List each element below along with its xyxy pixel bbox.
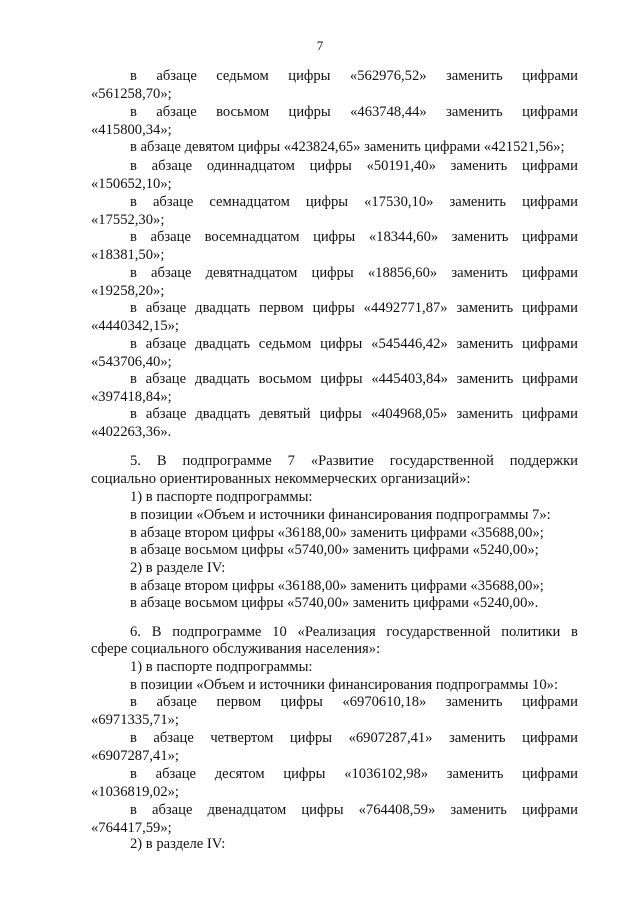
- text-line: «19258,20»;: [91, 283, 165, 299]
- word: «1036102,98»: [344, 766, 429, 782]
- text-line: [130, 335, 578, 353]
- word: 7: [287, 453, 295, 469]
- word: подпрограмме: [182, 453, 272, 469]
- word: «404968,05»: [370, 406, 448, 422]
- word: цифры: [312, 300, 355, 316]
- word: цифрами: [522, 158, 578, 174]
- word: цифры: [288, 68, 331, 84]
- word: семнадцатом: [209, 194, 290, 210]
- text-line: «1036819,02»;: [91, 784, 179, 800]
- word: «545446,42»: [371, 336, 448, 352]
- word: «764408,59»: [358, 802, 436, 818]
- word: заменить: [451, 265, 508, 281]
- text-line: в абзаце девятом цифры «423824,65» заменить цифрами «421521,56»;: [130, 139, 565, 155]
- word: цифрами: [522, 265, 578, 281]
- word: девятый: [259, 406, 311, 422]
- word: в: [130, 158, 137, 174]
- word: абзаце: [151, 802, 193, 818]
- word: цифры: [301, 802, 344, 818]
- text-line: 1) в паспорте подпрограммы:: [130, 659, 313, 675]
- text-line: «6971335,71»;: [91, 712, 179, 728]
- word: заменить: [456, 371, 514, 387]
- word: «18856,60»: [367, 265, 438, 281]
- text-line: «17552,30»;: [91, 212, 165, 228]
- text-line: «764417,59»;: [91, 820, 172, 836]
- word: цифры: [280, 694, 323, 710]
- word: «Реализация: [297, 624, 376, 640]
- word: цифры: [288, 104, 331, 120]
- text-line: в позиции «Объем и источники финансирования подпрограммы 7»:: [130, 507, 551, 523]
- word: цифрами: [522, 300, 578, 316]
- text-line: 1) в паспорте подпрограммы:: [130, 489, 313, 505]
- word: первом: [216, 694, 262, 710]
- word: цифрами: [522, 694, 578, 710]
- word: заменить: [446, 104, 503, 120]
- word: десятом: [214, 766, 265, 782]
- text-line: «18381,50»;: [91, 247, 165, 263]
- word: цифрами: [522, 229, 578, 245]
- word: в: [130, 194, 137, 210]
- word: цифры: [289, 730, 333, 746]
- word: «6970610,18»: [342, 694, 427, 710]
- word: заменить: [446, 766, 504, 782]
- word: одиннадцатом: [206, 158, 295, 174]
- word: «445403,84»: [371, 371, 448, 387]
- word: восьмом: [258, 371, 312, 387]
- word: цифрами: [522, 194, 578, 210]
- word: в: [130, 371, 137, 387]
- text-line: 2) в разделе IV:: [130, 560, 226, 576]
- word: двенадцатом: [207, 802, 287, 818]
- word: цифрами: [522, 766, 578, 782]
- word: цифры: [311, 265, 354, 281]
- text-line: «150652,10»;: [91, 176, 172, 192]
- word: цифры: [313, 229, 356, 245]
- word: восемнадцатом: [204, 229, 300, 245]
- word: в: [571, 624, 578, 640]
- word: в: [130, 229, 137, 245]
- text-line: в абзаце втором цифры «36188,00» заменить цифрами «35688,00»;: [130, 525, 544, 541]
- word: цифры: [319, 406, 362, 422]
- word: цифрами: [522, 336, 578, 352]
- word: первом: [259, 300, 304, 316]
- text-line: социально ориентированных некоммерческих организаций»:: [91, 471, 471, 487]
- word: двадцать: [195, 300, 251, 316]
- word: заменить: [456, 336, 514, 352]
- text-line: [130, 67, 578, 85]
- word: «50191,40»: [366, 158, 436, 174]
- word: цифрами: [522, 68, 578, 84]
- word: абзаце: [151, 265, 192, 281]
- word: абзаце: [152, 194, 194, 210]
- word: цифрами: [522, 371, 578, 387]
- text-line: [130, 193, 578, 211]
- word: абзаце: [145, 300, 187, 316]
- word: «6907287,41»: [348, 730, 433, 746]
- word: в: [130, 694, 137, 710]
- word: политики: [501, 624, 561, 640]
- text-line: «6907287,41»;: [91, 748, 179, 764]
- word: абзаце: [145, 371, 187, 387]
- word: подпрограмме: [172, 624, 262, 640]
- word: абзаце: [145, 336, 187, 352]
- text-line: «397418,84»;: [91, 389, 172, 405]
- word: 10: [272, 624, 287, 640]
- word: седьмом: [258, 336, 312, 352]
- text-line: 2) в разделе IV:: [130, 836, 226, 852]
- word: в: [130, 104, 137, 120]
- text-line: [130, 623, 578, 641]
- word: 6.: [130, 624, 141, 640]
- text-line: [130, 801, 578, 819]
- word: абзаце: [145, 406, 187, 422]
- word: поддержки: [509, 453, 578, 469]
- text-line: [130, 693, 578, 711]
- word: двадцать: [195, 336, 250, 352]
- word: заменить: [445, 694, 503, 710]
- text-line: [130, 452, 578, 470]
- word: в: [130, 300, 137, 316]
- word: В: [151, 624, 162, 640]
- text-line: [130, 103, 578, 121]
- word: заменить: [456, 300, 514, 316]
- text-line: «415800,34»;: [91, 122, 172, 138]
- word: цифры: [320, 336, 363, 352]
- word: «4492771,87»: [363, 300, 448, 316]
- word: цифры: [305, 194, 349, 210]
- word: В: [156, 453, 167, 469]
- text-line: «543706,40»;: [91, 354, 172, 370]
- word: «18344,60»: [368, 229, 439, 245]
- text-line: «4440342,15»;: [91, 318, 179, 334]
- word: в: [130, 730, 137, 746]
- word: абзаце: [151, 158, 193, 174]
- word: в: [130, 265, 137, 281]
- word: заменить: [449, 194, 507, 210]
- word: цифры: [283, 766, 326, 782]
- text-line: [130, 370, 578, 388]
- text-line: [130, 405, 578, 423]
- word: восьмом: [216, 104, 270, 120]
- word: цифрами: [522, 802, 578, 818]
- word: государственной: [389, 453, 494, 469]
- text-line: «561258,70»;: [91, 86, 172, 102]
- page-number: 7: [316, 38, 324, 53]
- word: девятнадцатом: [205, 265, 298, 281]
- text-line: [130, 729, 578, 747]
- text-line: [130, 765, 578, 783]
- text-line: [130, 264, 578, 282]
- word: в: [130, 766, 137, 782]
- word: цифры: [320, 371, 363, 387]
- word: «562976,52»: [349, 68, 427, 84]
- text-line: [130, 299, 578, 317]
- word: 5.: [130, 453, 141, 469]
- text-line: сфере социального обслуживания населения»:: [91, 641, 381, 657]
- text-line: [130, 157, 578, 175]
- word: абзаце: [156, 694, 197, 710]
- word: цифрами: [522, 104, 578, 120]
- word: заменить: [451, 229, 509, 245]
- text-line: «402263,36».: [91, 424, 172, 440]
- word: абзаце: [155, 766, 197, 782]
- word: «17530,10»: [364, 194, 434, 210]
- word: двадцать: [194, 371, 250, 387]
- text-line: в абзаце втором цифры «36188,00» заменить цифрами «35688,00»;: [130, 578, 544, 594]
- word: «Развитие: [310, 453, 374, 469]
- word: государственной: [386, 624, 491, 640]
- text-line: в абзаце восьмом цифры «5740,00» заменить цифрами «5240,00»;: [130, 542, 539, 558]
- word: заменить: [446, 68, 503, 84]
- word: цифры: [309, 158, 352, 174]
- text-line: в позиции «Объем и источники финансирования подпрограммы 10»:: [130, 677, 559, 693]
- text-line: [130, 228, 578, 246]
- word: заменить: [450, 158, 508, 174]
- word: абзаце: [156, 68, 197, 84]
- word: абзаце: [153, 730, 194, 746]
- word: в: [130, 802, 137, 818]
- word: абзаце: [150, 229, 191, 245]
- word: в: [130, 68, 137, 84]
- word: цифрами: [522, 730, 578, 746]
- word: седьмом: [216, 68, 269, 84]
- word: четвертом: [210, 730, 274, 746]
- word: заменить: [450, 802, 507, 818]
- word: в: [130, 336, 137, 352]
- word: заменить: [456, 406, 514, 422]
- word: в: [130, 406, 137, 422]
- word: цифрами: [522, 406, 578, 422]
- word: абзаце: [156, 104, 197, 120]
- word: «463748,44»: [350, 104, 427, 120]
- word: заменить: [448, 730, 506, 746]
- text-line: в абзаце восьмом цифры «5740,00» заменить цифрами «5240,00».: [130, 595, 539, 611]
- word: двадцать: [195, 406, 251, 422]
